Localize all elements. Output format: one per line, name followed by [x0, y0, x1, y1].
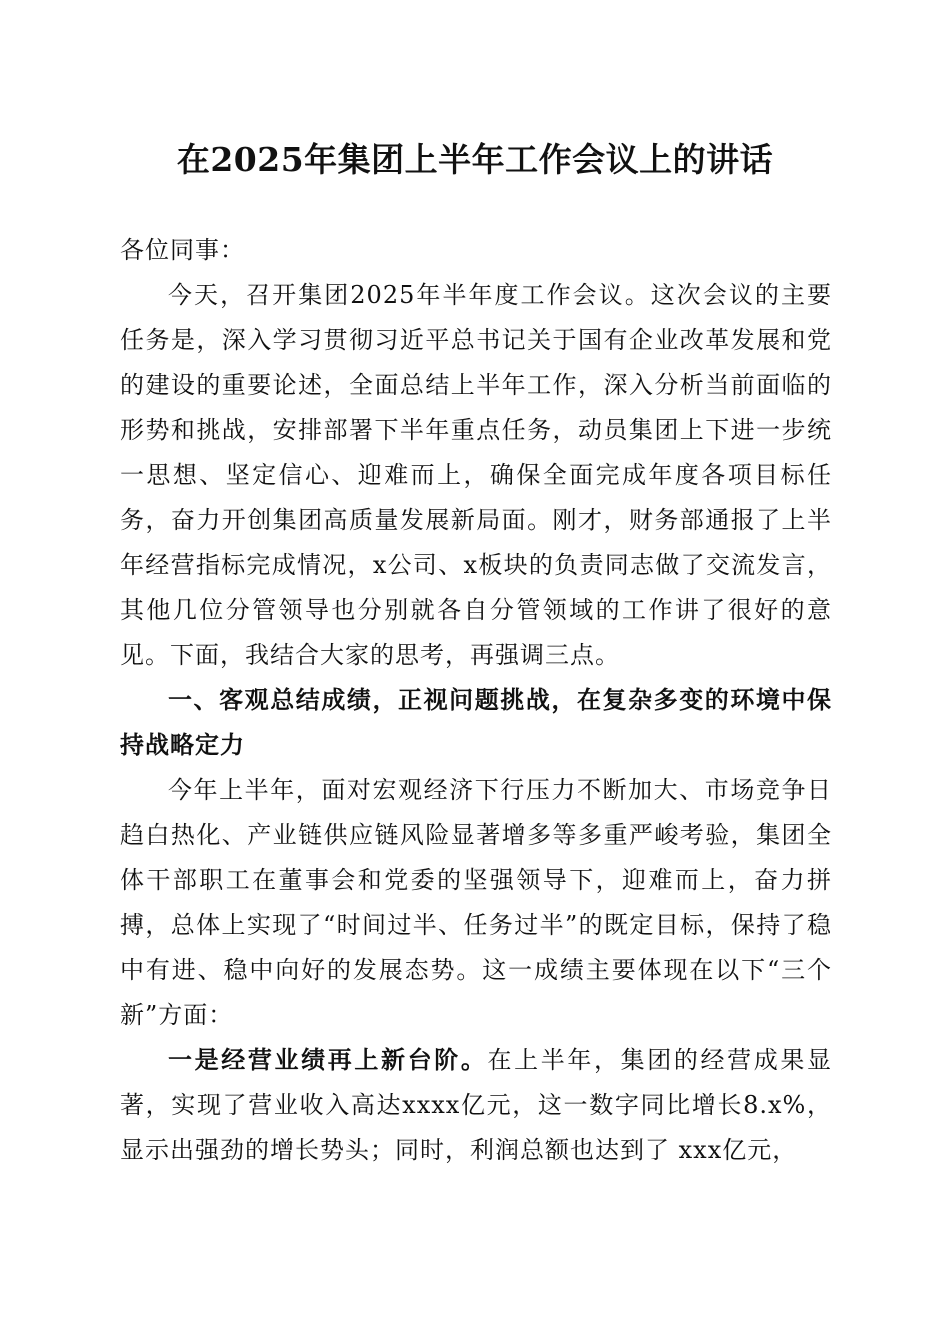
- paragraph-intro: 今天，召开集团2025年半年度工作会议。这次会议的主要任务是，深入学习贯彻习近平总书记关于国有企业改革发展和党的建设的重要论述，全面总结上半年工作，深入分析当前面临的形势和挑战，安排部署下半年重点任务，动员集团上下进一步统一思想、坚定信心、迎难而上，确保全面完成年度各项目标任务，奋力开创集团高质量发展新局面。刚才，财务部通报了上半年经营指标完成情况，x公司、x板块的负责同志做了交流发言，其他几位分管领导也分别就各自分管领域的工作讲了很好的意见。下面，我结合大家的思考，再强调三点。: [120, 281, 832, 669]
- paragraph-lead: 一是经营业绩再上新台阶。: [168, 1046, 488, 1074]
- paragraph-performance: [120, 1038, 832, 1173]
- salutation: 各位同事：: [120, 236, 245, 264]
- document-title: 在2025年集团上半年工作会议上的讲话: [176, 140, 774, 179]
- section-heading-1: 一、客观总结成绩，正视问题挑战，在复杂多变的环境中保持战略定力: [120, 686, 832, 759]
- paragraph-performance-text: 在上半年，集团的经营成果显著，实现了营业收入高达xxxx亿元，这一数字同比增长8.x%，显示出强劲的增长势头；同时，利润总额也达到了 xxx亿元，: [120, 1046, 832, 1164]
- paragraph-achievements: 今年上半年，面对宏观经济下行压力不断加大、市场竞争日趋白热化、产业链供应链风险显著增多等多重严峻考验，集团全体干部职工在董事会和党委的坚强领导下，迎难而上，奋力拼搏，总体上实现了“时间过半、任务过半”的既定目标，保持了稳中有进、稳中向好的发展态势。这一成绩主要体现在以下“三个新”方面：: [120, 776, 832, 1029]
- document-body: [120, 228, 832, 1173]
